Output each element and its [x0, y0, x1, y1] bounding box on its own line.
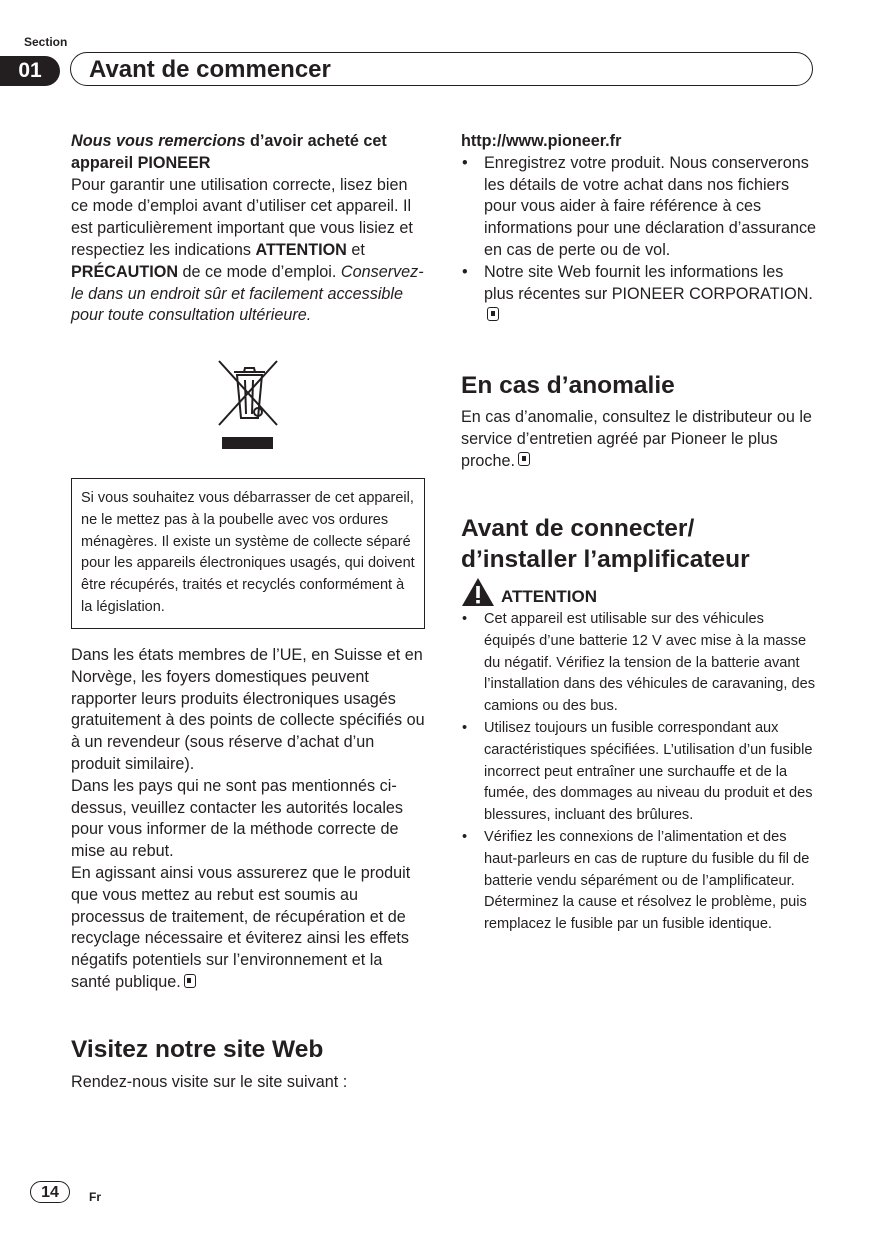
attention-label: ATTENTION — [501, 587, 598, 606]
disposal-paragraph-1: Dans les états membres de l’UE, en Suisse et en Norvège, les foyers domestiques peuvent rapporter leurs produits électroniques usagés gratuitement à des points de collecte spécifiés ou à un revendeur (sous réserve d’achat d’un produit similaire). — [71, 646, 425, 773]
thanks-rest: d’avoir acheté cet — [245, 132, 387, 150]
install-section — [461, 513, 817, 936]
page-number: 14 — [30, 1181, 70, 1203]
anomaly-section — [461, 370, 817, 472]
website-section — [71, 1034, 425, 1094]
end-mark-icon — [487, 307, 499, 321]
install-heading-line1: Avant de connecter/ — [461, 515, 695, 542]
intro-block — [71, 131, 425, 327]
anomaly-heading: En cas d’anomalie — [461, 372, 675, 399]
disposal-notice-box — [71, 478, 425, 629]
website-intro: Rendez-nous visite sur le site suivant : — [71, 1073, 348, 1091]
website-bullet: • Enregistrez votre produit. Nous conserverons les détails de votre achat dans nos fichiers pour vous aider à faire référence à ces informations pour une déclaration d’assurance en cas de perte ou de vol. — [461, 153, 817, 262]
website-bullet: • Notre site Web fournit les informations les plus récentes sur PIONEER CORPORATION. — [461, 262, 817, 327]
disposal-block — [71, 645, 425, 994]
website-url: http://www.pioneer.fr — [461, 132, 622, 150]
section-title: Avant de commencer — [70, 52, 813, 86]
thanks-line2: appareil PIONEER — [71, 153, 211, 172]
install-heading — [461, 513, 817, 575]
attention-row — [461, 580, 817, 608]
precaution-word: PRÉCAUTION — [71, 262, 179, 281]
thanks-italic: Nous vous remercions — [71, 132, 246, 150]
disposal-paragraph-2: Dans les pays qui ne sont pas mentionnés ci-dessus, veuillez contacter les autorités locales pour vous informer de la méthode correcte de mise au rebut. — [71, 776, 404, 861]
install-heading-line2: d’installer l’amplificateur — [461, 546, 750, 573]
install-bullet: • Utilisez toujours un fusible correspondant aux caractéristiques spécifiées. L’utilisation d’un fusible incorrect peut entraîner une surchauffe et de la fumée, des dommages au niveau du produit et des blessures, incluant des brûlures. — [461, 718, 817, 827]
section-label: Section — [24, 35, 68, 49]
section-number: 01 — [0, 56, 60, 86]
and-word: et — [346, 240, 365, 259]
attention-word: ATTENTION — [255, 240, 347, 259]
end-mark-icon — [518, 452, 530, 466]
language-code: Fr — [89, 1190, 101, 1204]
crossed-out-wheelie-bin-icon — [216, 358, 280, 450]
keep-italic: Conservez-le dans un endroit sûr et facilement accessible pour toute consultation ultérieure. — [71, 262, 424, 325]
anomaly-text: En cas d’anomalie, consultez le distributeur ou le service d’entretien agréé par Pioneer le plus proche. — [461, 408, 812, 470]
website-details — [461, 131, 817, 327]
intro-body-1: Pour garantir une utilisation correcte, lisez bien ce mode d’emploi avant d’utiliser cet appareil. Il est particulièrement important que vous lisiez et respectiez les indications — [71, 175, 413, 259]
intro-body-2: de ce mode d’emploi. — [178, 262, 341, 281]
disposal-paragraph-3: En agissant ainsi vous assurerez que le produit que vous mettez au rebut est soumis au processus de traitement, de récupération et de recyclage nécessaire et éviterez ainsi les effets négatifs potentiels sur l’environnement et la santé publique. — [71, 863, 411, 991]
install-bullet: • Cet appareil est utilisable sur des véhicules équipés d’une batterie 12 V avec mise à la masse du négatif. Vérifiez la tension de la batterie avant l’installation dans des véhicules de caravaning, des camions ou des bus. — [461, 609, 817, 718]
notice-text: Si vous souhaitez vous débarrasser de cet appareil, ne le mettez pas à la poubelle avec vos ordures ménagères. Il existe un système de collecte séparé pour les appareils électroniques usagés, qui doivent être récupérés, traités et recyclés conformément à la législation. — [81, 490, 415, 615]
install-bullet: • Vérifiez les connexions de l’alimentation et des haut-parleurs en cas de rupture du fusible du fil de batterie vendu séparément ou de l’amplificateur. Déterminez la cause et résolvez le problème, puis remplacez le fusible par un fusible identique. — [461, 827, 817, 936]
warning-triangle-icon — [461, 577, 495, 612]
website-heading: Visitez notre site Web — [71, 1036, 324, 1063]
end-mark-icon — [184, 974, 196, 988]
